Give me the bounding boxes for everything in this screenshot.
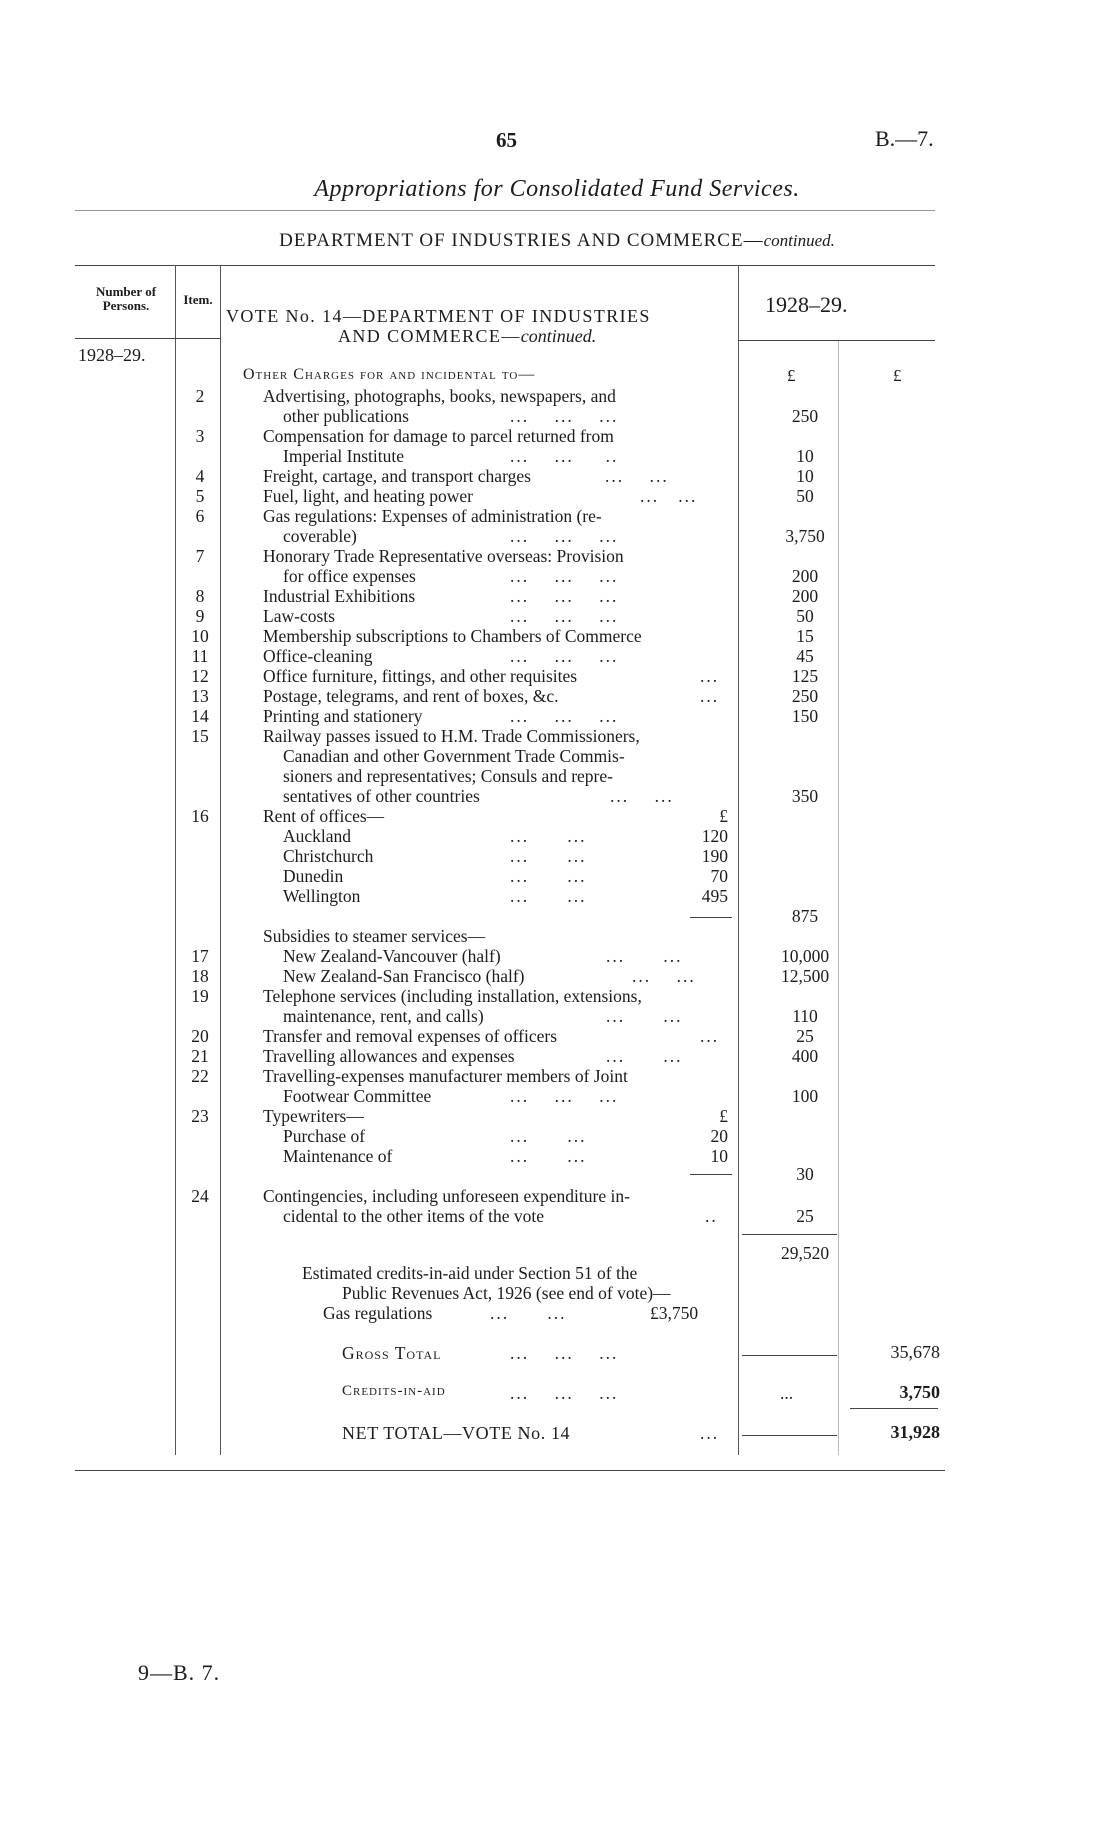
credits-note-amount: £3,750 bbox=[650, 1303, 699, 1323]
department-heading bbox=[0, 230, 1114, 252]
number-of-persons-header: Number of Persons. bbox=[95, 284, 157, 313]
rent-pound-sign: £ bbox=[719, 806, 728, 826]
subsidy-name: New Zealand-Vancouver (half) bbox=[283, 946, 501, 966]
leader-dots: ... ... bbox=[605, 466, 669, 486]
item-text: Advertising, photographs, books, newspapers, and bbox=[263, 386, 616, 406]
vote-title bbox=[226, 306, 731, 346]
leader-dots: .. bbox=[705, 1206, 718, 1226]
item-text: Freight, cartage, and transport charges bbox=[263, 466, 531, 486]
item-number: 13 bbox=[191, 686, 209, 706]
table-bottom-rule bbox=[75, 1470, 945, 1471]
leader-dots: ... ... bbox=[606, 946, 683, 966]
vote-subtotal: 29,520 bbox=[780, 1243, 830, 1263]
rent-subtotal-rule bbox=[690, 917, 732, 918]
rent-place: Auckland bbox=[283, 826, 352, 846]
vote-title-suffix: continued. bbox=[520, 326, 597, 346]
section-heading: Other Charges for and incidental to— bbox=[243, 366, 536, 383]
item-amount: 25 bbox=[796, 1206, 814, 1226]
leader-dots: ... ... bbox=[510, 826, 587, 846]
vote-title-line2 bbox=[226, 326, 731, 346]
rent-place: Wellington bbox=[283, 886, 361, 906]
gross-total-label: Gross Total bbox=[342, 1343, 442, 1363]
leader-dots: ... ... bbox=[510, 886, 587, 906]
typewriter-subtotal-rule bbox=[690, 1174, 732, 1175]
item-text: for office expenses bbox=[283, 566, 416, 586]
item-number: 2 bbox=[195, 386, 205, 406]
item-number: 21 bbox=[191, 1046, 209, 1066]
item-text: Membership subscriptions to Chambers of Commerce bbox=[263, 626, 642, 646]
item-text: Travelling-expenses manufacturer members of Joint bbox=[263, 1066, 628, 1086]
item-amount: 250 bbox=[791, 406, 819, 426]
net-total-rule-right bbox=[850, 1408, 938, 1409]
vote-title-line1: VOTE No. 14—DEPARTMENT OF INDUSTRIES bbox=[226, 306, 651, 326]
leader-dots: ... ... bbox=[606, 1006, 683, 1026]
page-number: 65 bbox=[496, 128, 517, 152]
item-text: Travelling allowances and expenses bbox=[263, 1046, 515, 1066]
leader-dots: ... bbox=[700, 1423, 720, 1443]
item-number: 16 bbox=[191, 806, 209, 826]
item-number: 6 bbox=[195, 506, 205, 526]
item-text: Canadian and other Government Trade Commis- bbox=[283, 746, 625, 766]
item-number: 20 bbox=[191, 1026, 209, 1046]
leader-dots: ... ... ... bbox=[510, 646, 619, 666]
item-number: 7 bbox=[195, 546, 205, 566]
item-amount: 400 bbox=[791, 1046, 819, 1066]
item-text: Contingencies, including unforeseen expenditure in- bbox=[263, 1186, 630, 1206]
title-rule bbox=[75, 210, 935, 211]
item-number: 9 bbox=[195, 606, 205, 626]
rent-amount: 190 bbox=[701, 846, 728, 866]
col-divider-amount bbox=[738, 265, 739, 1455]
item-text: sentatives of other countries bbox=[283, 786, 480, 806]
leader-dots: ... ... ... bbox=[510, 706, 619, 726]
item-text: Law-costs bbox=[263, 606, 335, 626]
credits-note-label: Gas regulations bbox=[323, 1303, 433, 1323]
item-number: 10 bbox=[191, 626, 209, 646]
subsidies-label: Subsidies to steamer services— bbox=[263, 926, 486, 946]
page-footer: 9—B. 7. bbox=[138, 1660, 221, 1685]
item-amount: 200 bbox=[791, 566, 819, 586]
header-rule-left bbox=[75, 338, 220, 339]
leader-dots: ... ... ... bbox=[510, 406, 619, 426]
credits-in-aid-label: Credits-in-aid bbox=[342, 1383, 446, 1399]
rent-place: Dunedin bbox=[283, 866, 344, 886]
leader-dots: ... ... ... bbox=[510, 586, 619, 606]
item-amount: 50 bbox=[796, 606, 814, 626]
leader-dots: ... ... bbox=[510, 866, 587, 886]
item-text: maintenance, rent, and calls) bbox=[283, 1006, 484, 1026]
col-divider-persons bbox=[175, 265, 176, 1455]
typewriters-label: Typewriters— bbox=[263, 1106, 364, 1126]
leader-dots: ... ... bbox=[490, 1303, 567, 1323]
item-text: Office-cleaning bbox=[263, 646, 373, 666]
item-text: Postage, telegrams, and rent of boxes, &c. bbox=[263, 686, 559, 706]
document-reference: B.—7. bbox=[875, 126, 934, 151]
persons-year: 1928–29. bbox=[78, 345, 146, 365]
credits-in-aid-mid: ... bbox=[780, 1383, 794, 1403]
page-title: Appropriations for Consolidated Fund Services. bbox=[314, 176, 800, 202]
item-number: 22 bbox=[191, 1066, 209, 1086]
item-amount: 3,750 bbox=[785, 526, 825, 546]
pound-sign-right: £ bbox=[893, 366, 902, 385]
item-number: 5 bbox=[195, 486, 205, 506]
rent-amount: 120 bbox=[701, 826, 728, 846]
item-number: 12 bbox=[191, 666, 209, 686]
item-amount: 50 bbox=[796, 486, 814, 506]
pound-sign-left: £ bbox=[787, 366, 796, 385]
item-number: 3 bbox=[195, 426, 205, 446]
item-text: Footwear Committee bbox=[283, 1086, 432, 1106]
net-total-label: NET TOTAL—VOTE No. 14 bbox=[342, 1423, 571, 1443]
subsidy-name: New Zealand-San Francisco (half) bbox=[283, 966, 525, 986]
item-number: 23 bbox=[191, 1106, 209, 1126]
credits-in-aid-amount: 3,750 bbox=[899, 1382, 940, 1402]
item-amount: 250 bbox=[791, 686, 819, 706]
item-number: 14 bbox=[191, 706, 209, 726]
typewriters-total: 30 bbox=[796, 1164, 814, 1184]
item-amount: 45 bbox=[796, 646, 814, 666]
item-text: Compensation for damage to parcel returned from bbox=[263, 426, 614, 446]
item-number: 4 bbox=[195, 466, 205, 486]
item-text: Fuel, light, and heating power bbox=[263, 486, 473, 506]
col-divider-total bbox=[838, 340, 839, 1455]
item-amount: 150 bbox=[791, 706, 819, 726]
item-number: 11 bbox=[191, 646, 209, 666]
estimate-year: 1928–29. bbox=[765, 292, 848, 317]
item-text: other publications bbox=[283, 406, 409, 426]
item-text: coverable) bbox=[283, 526, 357, 546]
item-amount: 125 bbox=[791, 666, 819, 686]
leader-dots: ... ... bbox=[606, 1046, 683, 1066]
subtotal-rule bbox=[742, 1234, 837, 1235]
leader-dots: ... ... ... bbox=[510, 1086, 619, 1106]
item-text: Imperial Institute bbox=[283, 446, 405, 466]
item-text: Industrial Exhibitions bbox=[263, 586, 416, 606]
rent-label: Rent of offices— bbox=[263, 806, 385, 826]
typewriter-item: Maintenance of bbox=[283, 1146, 393, 1166]
leader-dots: ... ... .. bbox=[510, 446, 619, 466]
typewriter-amount: 10 bbox=[710, 1146, 728, 1166]
net-total-amount: 31,928 bbox=[890, 1422, 940, 1442]
vote-title-line2-text: AND COMMERCE— bbox=[338, 326, 521, 346]
item-text: Telephone services (including installation, extensions, bbox=[263, 986, 642, 1006]
rent-amount: 70 bbox=[710, 866, 728, 886]
rent-place: Christchurch bbox=[283, 846, 374, 866]
item-text: Transfer and removal expenses of officers bbox=[263, 1026, 558, 1046]
leader-dots: ... bbox=[700, 1026, 720, 1046]
item-amount: 25 bbox=[796, 1026, 814, 1046]
leader-dots: ... ... ... bbox=[510, 566, 619, 586]
item-text: Office furniture, fittings, and other requisites bbox=[263, 666, 578, 686]
item-number: 24 bbox=[191, 1186, 209, 1206]
item-number: 19 bbox=[191, 986, 209, 1006]
item-amount: 10 bbox=[796, 446, 814, 466]
leader-dots: ... ... bbox=[632, 966, 696, 986]
leader-dots: ... ... bbox=[510, 1146, 587, 1166]
leader-dots: ... ... ... bbox=[510, 526, 619, 546]
credits-note-line2: Public Revenues Act, 1926 (see end of vote)— bbox=[342, 1283, 671, 1303]
table-top-rule bbox=[75, 265, 935, 266]
item-header: Item. bbox=[183, 292, 213, 307]
typewriters-pound-sign: £ bbox=[719, 1106, 728, 1126]
item-amount: 110 bbox=[792, 1006, 818, 1026]
subsidy-amount: 12,500 bbox=[780, 966, 830, 986]
leader-dots: ... bbox=[700, 686, 720, 706]
leader-dots: ... ... ... bbox=[510, 606, 619, 626]
leader-dots: ... ... ... bbox=[510, 1383, 619, 1403]
rent-total: 875 bbox=[791, 906, 819, 926]
credits-note-line1: Estimated credits-in-aid under Section 51 of the bbox=[302, 1263, 638, 1283]
typewriter-item: Purchase of bbox=[283, 1126, 366, 1146]
item-amount: 200 bbox=[791, 586, 819, 606]
item-amount: 10 bbox=[796, 466, 814, 486]
item-text: Railway passes issued to H.M. Trade Commissioners, bbox=[263, 726, 640, 746]
item-amount: 100 bbox=[791, 1086, 819, 1106]
gross-total-amount: 35,678 bbox=[890, 1342, 940, 1362]
header-rule-right bbox=[738, 340, 935, 341]
subsidy-amount: 10,000 bbox=[780, 946, 830, 966]
leader-dots: ... ... bbox=[610, 786, 674, 806]
leader-dots: ... ... bbox=[510, 846, 587, 866]
item-text: sioners and representatives; Consuls and repre- bbox=[283, 766, 613, 786]
item-number: 8 bbox=[195, 586, 205, 606]
leader-dots: ... ... bbox=[640, 486, 698, 506]
leader-dots: ... ... ... bbox=[510, 1343, 619, 1363]
item-text: Printing and stationery bbox=[263, 706, 423, 726]
col-divider-item bbox=[220, 265, 221, 1455]
item-text: cidental to the other items of the vote bbox=[283, 1206, 544, 1226]
leader-dots: ... ... bbox=[510, 1126, 587, 1146]
item-amount: 350 bbox=[791, 786, 819, 806]
leader-dots: ... bbox=[700, 666, 720, 686]
rent-amount: 495 bbox=[701, 886, 728, 906]
item-text: Honorary Trade Representative overseas: Provision bbox=[263, 546, 624, 566]
department-name: DEPARTMENT OF INDUSTRIES AND COMMERCE— bbox=[279, 230, 764, 251]
item-number: 17 bbox=[191, 946, 209, 966]
item-amount: 15 bbox=[796, 626, 814, 646]
department-suffix: continued. bbox=[763, 231, 835, 250]
item-text: Gas regulations: Expenses of administration (re- bbox=[263, 506, 602, 526]
item-number: 18 bbox=[191, 966, 209, 986]
item-number: 15 bbox=[191, 726, 209, 746]
typewriter-amount: 20 bbox=[710, 1126, 728, 1146]
